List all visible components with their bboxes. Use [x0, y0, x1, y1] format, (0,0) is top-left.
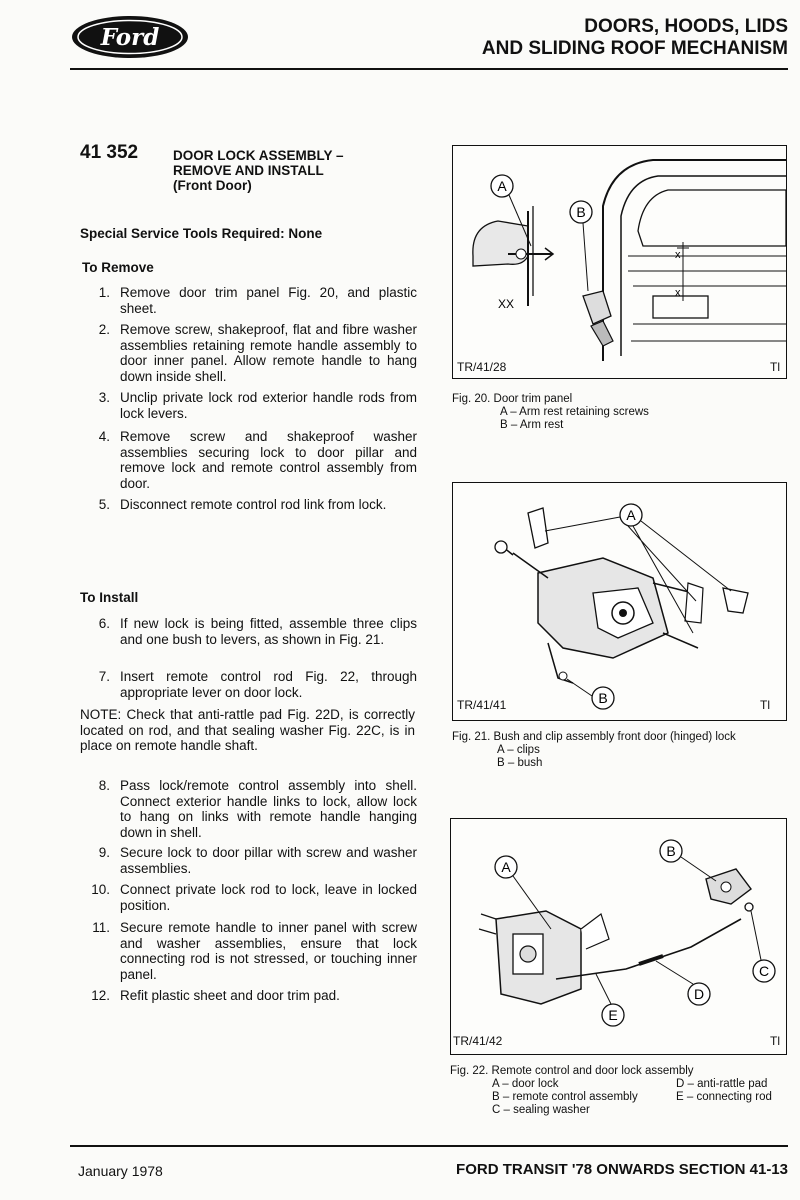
figure-ref: TR/41/41 — [457, 698, 507, 712]
legend-a: A – Arm rest retaining screws — [500, 406, 649, 418]
figure-mark: Tl — [760, 698, 770, 712]
legend-b: B – Arm rest — [500, 419, 564, 431]
step-number: 11. — [92, 920, 110, 935]
footer-rule — [70, 1145, 788, 1147]
step-number: 8. — [98, 778, 110, 793]
remote-control-lock-illustration — [451, 819, 786, 1054]
special-tools: Special Service Tools Required: None — [80, 226, 323, 241]
figure-ref: TR/41/28 — [457, 360, 507, 374]
svg-text:x: x — [675, 287, 681, 299]
figure-20-caption — [452, 393, 649, 432]
step-text: Secure lock to door pillar with screw and washer assemblies. — [120, 845, 417, 876]
legend-b: B – remote control assembly — [492, 1091, 638, 1103]
callout-a: A — [626, 507, 636, 523]
step-text: Disconnect remote control rod link from lock. — [120, 497, 387, 512]
section-title-line2: REMOVE AND INSTALL — [173, 163, 324, 178]
callout-b: B — [598, 690, 608, 706]
xx-label: XX — [498, 297, 515, 311]
callout-a: A — [497, 178, 507, 194]
legend-b: B – bush — [497, 757, 543, 769]
callout-b: B — [576, 204, 586, 220]
callout-c: C — [758, 963, 770, 979]
step-text: Refit plastic sheet and door trim pad. — [120, 988, 340, 1003]
ford-logo — [70, 14, 190, 60]
step-text: Insert remote control rod Fig. 22, through appropriate lever on door lock. — [120, 669, 417, 700]
legend-e: E – connecting rod — [676, 1091, 772, 1103]
figure-ref: TR/41/42 — [453, 1034, 503, 1048]
to-remove-heading: To Remove — [82, 260, 154, 275]
install-note: NOTE: Check that anti-rattle pad Fig. 22D, is correctly located on rod, and that sealing washer Fig. 22C, is in place on remote handle shaft. — [80, 707, 415, 753]
callout-a: A — [501, 859, 511, 875]
figure-21-caption — [452, 731, 736, 770]
figure-22 — [450, 818, 787, 1055]
step-number: 6. — [98, 616, 110, 631]
step-number: 12. — [91, 988, 110, 1003]
step-number: 7. — [98, 669, 110, 684]
section-number: 41 352 — [80, 142, 139, 163]
caption-title: Fig. 21. Bush and clip assembly front door (hinged) lock — [452, 731, 736, 743]
legend-d: D – anti-rattle pad — [676, 1078, 768, 1090]
callout-d: D — [693, 986, 705, 1002]
logo-text: Ford — [100, 24, 160, 51]
header-title-line2: AND SLIDING ROOF MECHANISM — [481, 38, 788, 59]
step-text: Unclip private lock rod exterior handle rods from lock levers. — [120, 390, 417, 421]
step-text: Secure remote handle to inner panel with screw and washer assemblies, ensure that lock connecting rod is not stressed, or touching inner panel. — [120, 920, 417, 982]
step-number: 3. — [98, 390, 110, 405]
footer-title: FORD TRANSIT '78 ONWARDS SECTION 41-13 — [456, 1161, 788, 1178]
figure-22-caption — [450, 1065, 785, 1117]
step-text: Remove screw and shakeproof washer assemblies securing lock to door pillar and remove lock and remote control assembly from door. — [120, 429, 417, 491]
step-number: 2. — [98, 322, 110, 337]
bush-clip-lock-illustration — [453, 483, 786, 720]
step-number: 10. — [91, 882, 110, 897]
caption-title: Fig. 20. Door trim panel — [452, 393, 573, 405]
step-number: 4. — [98, 429, 110, 444]
header-title-line1: DOORS, HOODS, LIDS — [584, 16, 788, 37]
step-text: Connect private lock rod to lock, leave in locked position. — [120, 882, 417, 913]
caption-title: Fig. 22. Remote control and door lock assembly — [450, 1065, 694, 1077]
step-number: 5. — [98, 497, 110, 512]
step-text: If new lock is being fitted, assemble three clips and one bush to levers, as shown in Fig. 21. — [120, 616, 417, 647]
callout-e: E — [608, 1007, 618, 1023]
callout-b: B — [666, 843, 676, 859]
svg-text:x: x — [675, 249, 681, 261]
section-title — [173, 148, 344, 193]
step-text: Pass lock/remote control assembly into shell. Connect exterior handle links to lock, allow lock to hang on links with remote handle hanging down in shell. — [120, 778, 417, 840]
legend-a: A – clips — [497, 744, 540, 756]
legend-c: C – sealing washer — [492, 1104, 590, 1116]
step-text: Remove screw, shakeproof, flat and fibre washer assemblies retaining remote handle assembly to door inner panel. Allow remote handle to hang down inside shell. — [120, 322, 417, 384]
legend-a: A – door lock — [492, 1078, 559, 1090]
step-number: 9. — [98, 845, 110, 860]
header-rule — [70, 68, 788, 70]
header-title — [482, 16, 788, 60]
footer-date: January 1978 — [78, 1163, 163, 1179]
step-number: 1. — [98, 285, 110, 300]
figure-mark: Tl — [770, 360, 780, 374]
to-install-heading: To Install — [80, 590, 139, 605]
figure-mark: Tl — [770, 1034, 780, 1048]
section-title-line3: (Front Door) — [173, 178, 252, 193]
section-title-line1: DOOR LOCK ASSEMBLY – — [173, 148, 344, 163]
door-trim-panel-illustration — [453, 146, 786, 378]
figure-20 — [452, 145, 787, 379]
step-text: Remove door trim panel Fig. 20, and plastic sheet. — [120, 285, 417, 316]
figure-21 — [452, 482, 787, 721]
